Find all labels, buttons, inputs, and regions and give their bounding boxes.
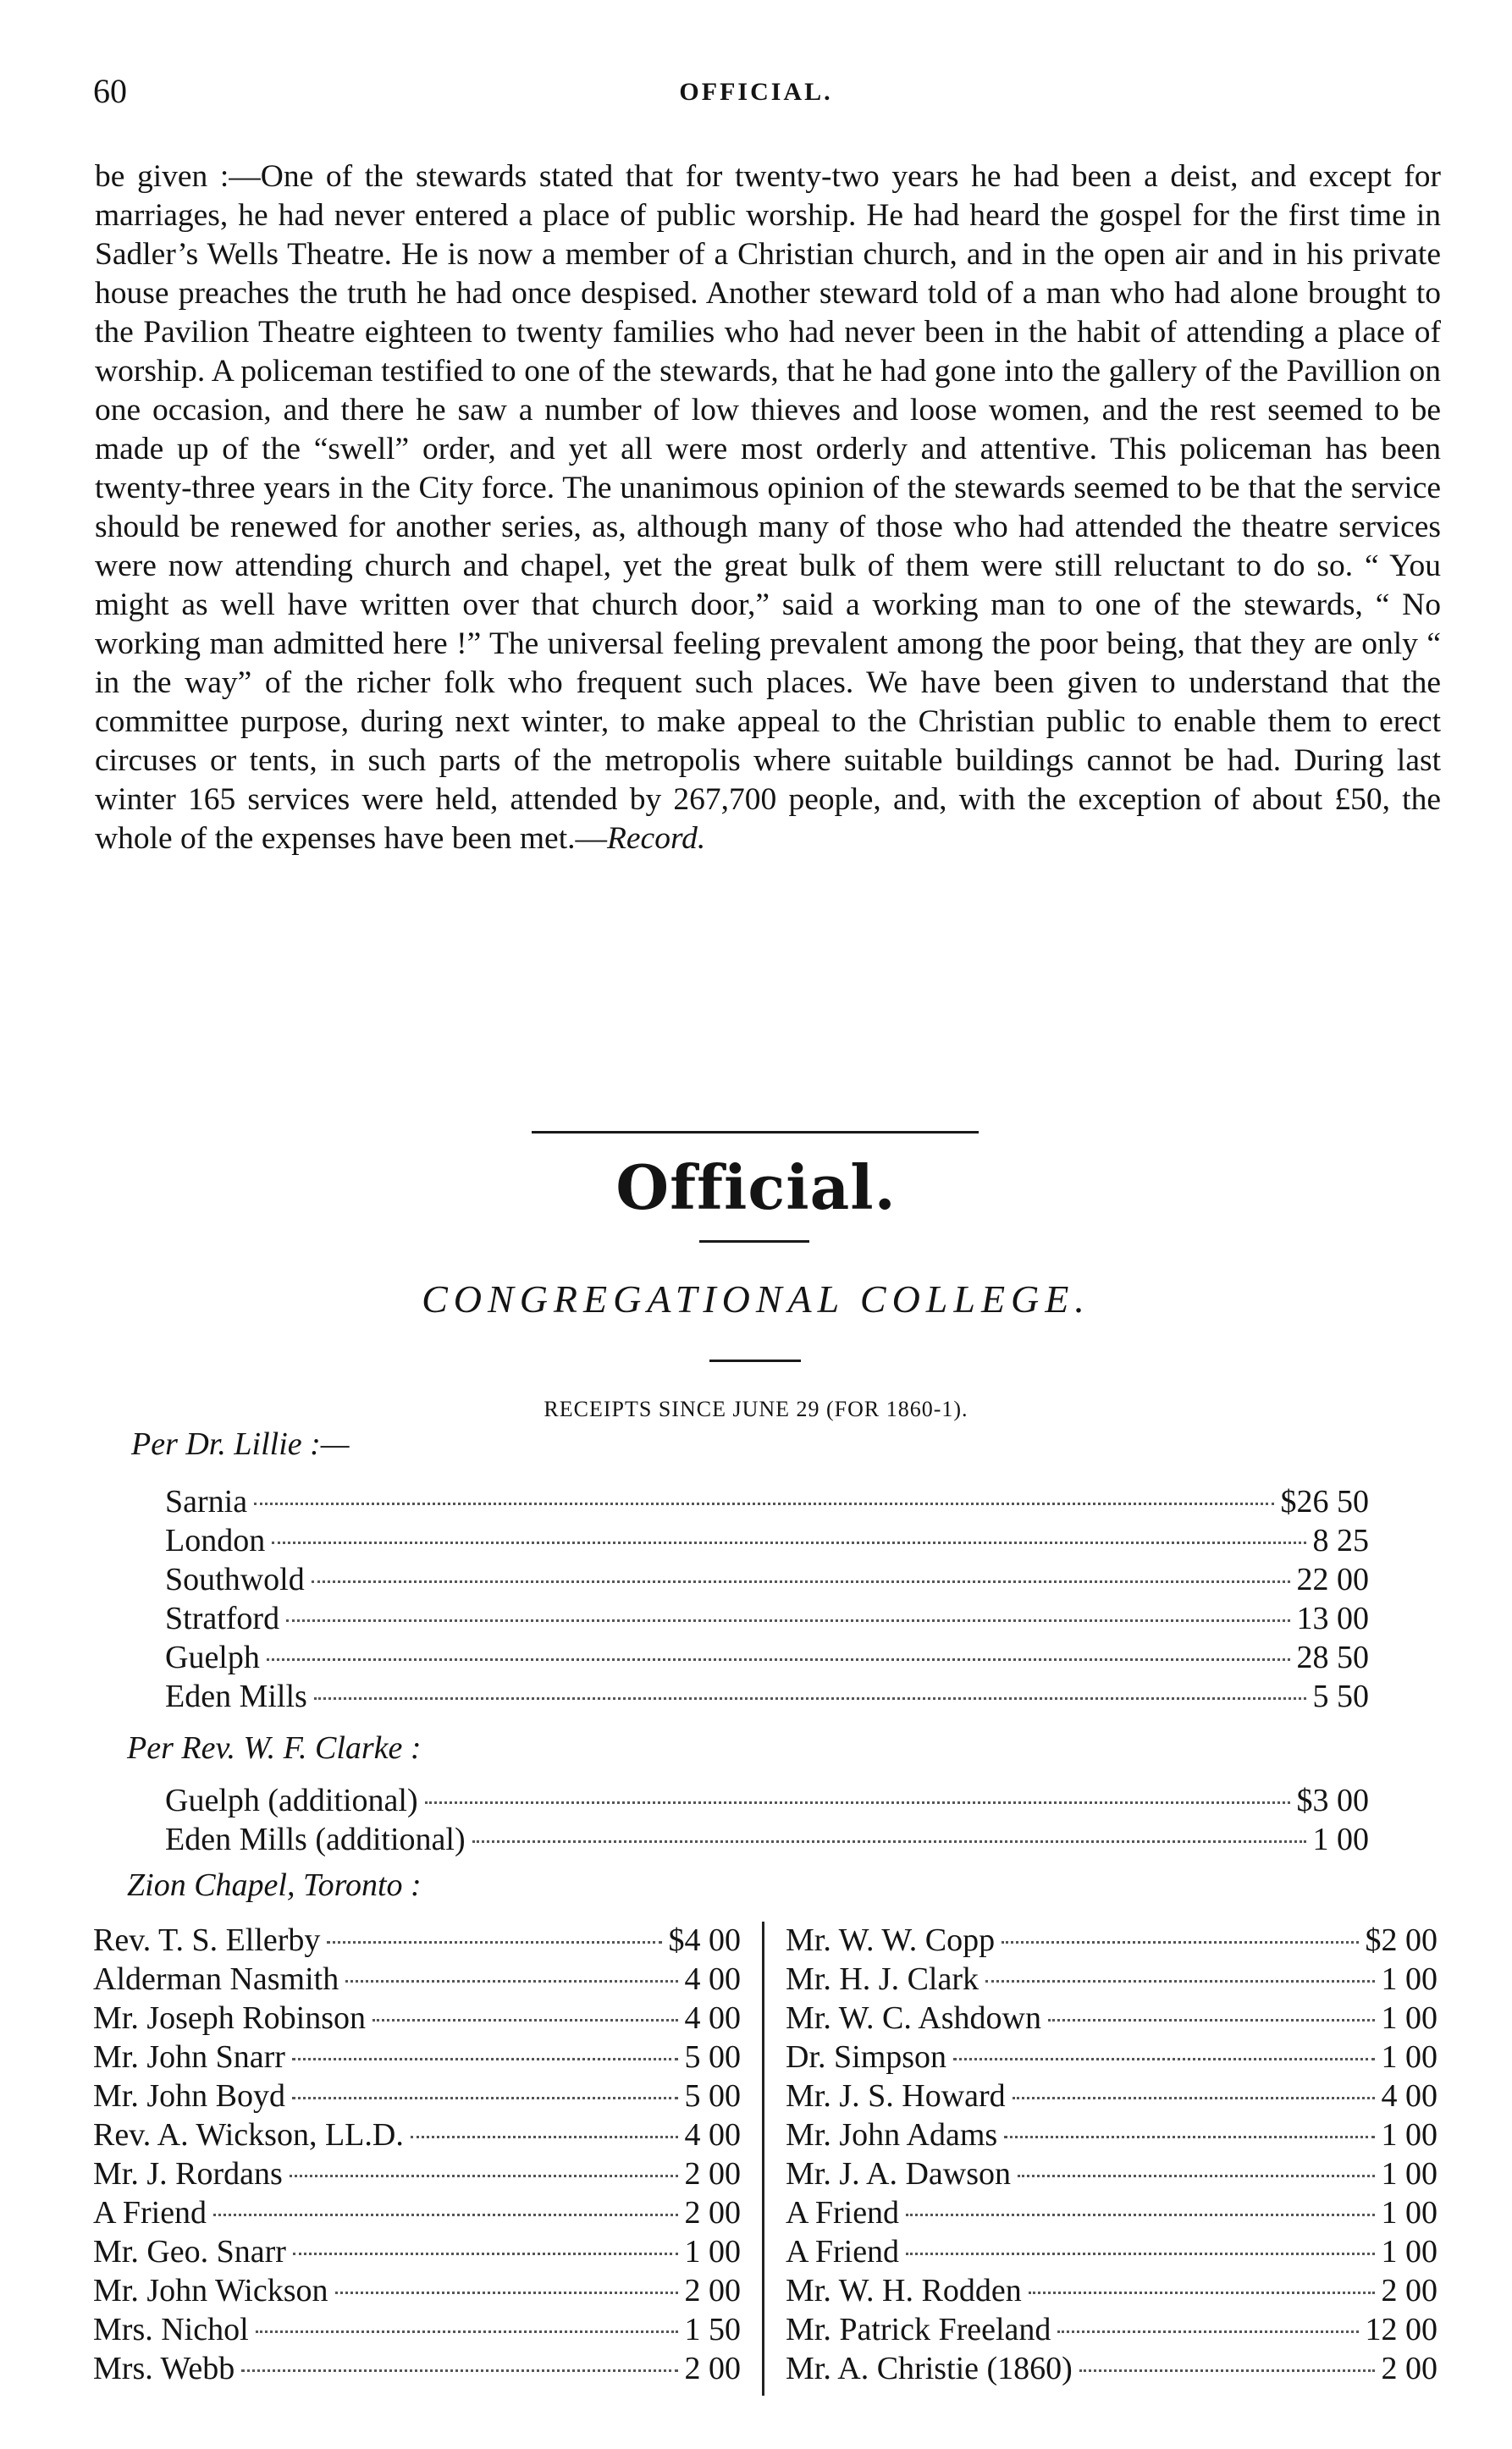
clarke-receipt-row	[165, 1821, 1369, 1858]
zion-receipt-left-amount: 2 00	[684, 2156, 741, 2192]
zion-receipt-left-amount: 2 00	[684, 2195, 741, 2231]
zion-receipt-left-row	[93, 2272, 741, 2309]
zion-receipt-left-amount: 5 00	[684, 2078, 741, 2114]
zion-receipt-left-amount: 5 00	[684, 2039, 741, 2075]
zion-receipt-right-amount: 12 00	[1365, 2312, 1438, 2347]
zion-receipt-left-row	[93, 2311, 741, 2348]
college-title: CONGREGATIONAL COLLEGE.	[422, 1277, 1090, 1321]
dot-leader	[256, 2330, 678, 2333]
zion-receipt-right-name: Dr. Simpson	[786, 2039, 947, 2075]
zion-receipt-left-row	[93, 1922, 741, 1959]
dot-leader	[1018, 2175, 1374, 2177]
dot-leader	[1002, 1941, 1358, 1944]
lillie-receipt-amount: 13 00	[1296, 1601, 1369, 1636]
zion-receipt-left-row	[93, 2350, 741, 2387]
zion-receipt-right-amount: 1 00	[1381, 2117, 1438, 2153]
zion-receipt-right-row	[786, 1961, 1438, 1998]
zion-receipt-right-amount: 2 00	[1381, 2351, 1438, 2386]
article-text: be given :—One of the stewards stated that for twenty-two years he had been a deist, and except for marriages, he had never entered a place of public worship. He had heard the gospel for the first time in Sadler’s Wells Theatre. He is now a member of a Christian church, and in the open air and in his private house preaches the truth he had once despised. Another steward told of a man who had alone brought to the Pavilion Theatre eighteen to twenty families who had never been in the habit of attending a place of worship. A policeman testified to one of the stewards, that he had gone into the gallery of the Pavillion on one occasion, and there he saw a number of low thieves and loose women, and the rest seemed to be made up of the “swell” order, and yet all were most orderly and attentive. This policeman has been twenty-three years in the City force. The unanimous opinion of the stewards seemed to be that the service should be renewed for another series, as, although many of those who had attended the theatre services were now attending church and chapel, yet the great bulk of them were still reluctant to do so. “ You might as well have written over that church door,” said a working man to one of the stewards, “ No working man admitted here !” The universal feeling prevalent among the poor being, that they are only “ in the way” of the richer folk who frequent such places. We have been given to understand that the committee purpose, during next winter, to make appeal to the Christian public to enable them to erect circuses or tents, in such parts of the metropolis where suitable buildings cannot be had. During last winter 165 services were held, attended by 267,700 people, and, with the exception of about £50, the whole of the expenses have been met.—	[95, 159, 1441, 856]
dot-leader	[985, 1980, 1375, 1983]
zion-receipt-left-name: Mr. John Wickson	[93, 2273, 328, 2308]
zion-receipt-left-name: Mrs. Nichol	[93, 2312, 249, 2347]
lillie-receipt-name: London	[165, 1523, 266, 1558]
zion-receipt-left-amount: 2 00	[684, 2273, 741, 2308]
lillie-receipt-amount: 5 50	[1312, 1679, 1369, 1714]
dot-leader	[1004, 2136, 1374, 2138]
zion-receipt-right-row	[786, 2038, 1438, 2076]
zion-receipt-right-row	[786, 2155, 1438, 2193]
clarke-receipt-row	[165, 1782, 1369, 1819]
lillie-receipt-amount: 28 50	[1296, 1640, 1369, 1675]
zion-receipt-right-amount: 1 00	[1381, 2156, 1438, 2192]
clarke-receipt-amount: 1 00	[1312, 1822, 1369, 1857]
zion-receipt-left-amount: $4 00	[668, 1922, 741, 1958]
lillie-receipt-row	[165, 1600, 1369, 1637]
dot-leader	[1013, 2097, 1375, 2099]
zion-receipt-right-row	[786, 2272, 1438, 2309]
dot-leader	[425, 1801, 1290, 1804]
zion-receipt-left-name: Rev. A. Wickson, LL.D.	[93, 2117, 404, 2153]
zion-receipt-right-name: Mr. J. S. Howard	[786, 2078, 1006, 2114]
zion-receipt-left-name: A Friend	[93, 2195, 207, 2231]
dot-leader	[292, 2097, 678, 2099]
zion-receipt-right-name: A Friend	[786, 2234, 900, 2270]
clarke-receipt-name: Guelph (additional)	[165, 1783, 418, 1818]
zion-receipt-right-name: Mr. W. C. Ashdown	[786, 2000, 1041, 2036]
lillie-receipt-row	[165, 1561, 1369, 1598]
clarke-receipt-amount: $3 00	[1296, 1783, 1369, 1818]
lillie-receipt-row	[165, 1678, 1369, 1715]
zion-receipt-left-amount: 1 00	[684, 2234, 741, 2270]
receipts-heading: RECEIPTS SINCE JUNE 29 (FOR 1860-1).	[544, 1397, 968, 1421]
lillie-receipt-row	[165, 1483, 1369, 1520]
zion-receipt-right-amount: $2 00	[1365, 1922, 1438, 1958]
running-title: OFFICIAL.	[679, 78, 833, 106]
dot-leader	[1079, 2369, 1375, 2372]
dot-leader	[314, 1697, 1306, 1700]
zion-receipt-left-name: Alderman Nasmith	[93, 1961, 339, 1997]
section-rule-bottom	[709, 1360, 801, 1362]
zion-receipt-right-row	[786, 1999, 1438, 2037]
dot-leader	[312, 1580, 1290, 1583]
lillie-receipt-amount: 22 00	[1296, 1562, 1369, 1597]
dot-leader	[1029, 2292, 1375, 2294]
zion-receipt-left-name: Mr. John Snarr	[93, 2039, 285, 2075]
section-rule-top	[532, 1131, 979, 1133]
dot-leader	[335, 2292, 678, 2294]
zion-receipt-left-name: Mr. J. Rordans	[93, 2156, 283, 2192]
lillie-receipt-name: Southwold	[165, 1562, 305, 1597]
zion-receipt-left-name: Mr. John Boyd	[93, 2078, 285, 2114]
zion-receipt-left-name: Mrs. Webb	[93, 2351, 235, 2386]
zion-receipt-right-amount: 4 00	[1381, 2078, 1438, 2114]
zion-receipt-left-row	[93, 1999, 741, 2037]
zion-receipt-right-name: A Friend	[786, 2195, 900, 2231]
dot-leader	[1048, 2019, 1375, 2022]
zion-receipt-left-row	[93, 2194, 741, 2231]
lillie-receipt-row	[165, 1522, 1369, 1559]
zion-receipt-right-name: Mr. J. A. Dawson	[786, 2156, 1012, 2192]
lillie-receipt-row	[165, 1639, 1369, 1676]
zion-receipt-left-row	[93, 2155, 741, 2193]
column-divider	[762, 1922, 764, 2396]
zion-receipt-left-amount: 4 00	[684, 2000, 741, 2036]
dot-leader	[286, 1619, 1289, 1622]
lillie-receipt-name: Eden Mills	[165, 1679, 307, 1714]
dot-leader	[372, 2019, 678, 2022]
zion-receipt-right-amount: 1 00	[1381, 2039, 1438, 2075]
zion-receipt-right-row	[786, 2077, 1438, 2115]
zion-receipt-right-name: Mr. Patrick Freeland	[786, 2312, 1051, 2347]
lillie-receipt-name: Guelph	[165, 1640, 260, 1675]
zion-receipt-left-name: Mr. Geo. Snarr	[93, 2234, 286, 2270]
zion-receipt-right-row	[786, 2116, 1438, 2154]
page-number: 60	[93, 72, 127, 110]
zion-receipt-left-row	[93, 2038, 741, 2076]
zion-receipt-right-name: Mr. John Adams	[786, 2117, 998, 2153]
dot-leader	[213, 2214, 677, 2216]
zion-receipt-left-amount: 4 00	[684, 2117, 741, 2153]
zion-receipt-right-row	[786, 1922, 1438, 1959]
dot-leader	[254, 1503, 1273, 1505]
zion-receipt-left-name: Rev. T. S. Ellerby	[93, 1922, 321, 1958]
zion-receipt-right-amount: 1 00	[1381, 2000, 1438, 2036]
article-source: Record.	[607, 821, 706, 856]
zion-receipt-left-amount: 4 00	[684, 1961, 741, 1997]
section-title: Official.	[615, 1151, 897, 1223]
zion-receipt-left-row	[93, 2077, 741, 2115]
zion-receipt-left-amount: 2 00	[684, 2351, 741, 2386]
group-label-lillie: Per Dr. Lillie :—	[131, 1426, 350, 1462]
zion-receipt-left-row	[93, 1961, 741, 1998]
zion-receipt-right-name: Mr. A. Christie (1860)	[786, 2351, 1073, 2386]
zion-receipt-right-amount: 1 00	[1381, 1961, 1438, 1997]
dot-leader	[327, 1941, 661, 1944]
dot-leader	[1057, 2330, 1358, 2333]
zion-receipt-right-amount: 2 00	[1381, 2273, 1438, 2308]
zion-receipt-right-row	[786, 2233, 1438, 2270]
dot-leader	[293, 2253, 678, 2255]
dot-leader	[241, 2369, 677, 2372]
dot-leader	[906, 2214, 1374, 2216]
zion-receipt-right-row	[786, 2311, 1438, 2348]
zion-receipt-right-name: Mr. W. H. Rodden	[786, 2273, 1022, 2308]
zion-receipt-right-name: Mr. W. W. Copp	[786, 1922, 996, 1958]
section-rule-middle	[699, 1240, 809, 1243]
dot-leader	[411, 2136, 678, 2138]
group-label-zion: Zion Chapel, Toronto :	[127, 1867, 422, 1903]
zion-receipt-right-name: Mr. H. J. Clark	[786, 1961, 979, 1997]
dot-leader	[267, 1658, 1290, 1661]
lillie-receipt-name: Sarnia	[165, 1484, 248, 1520]
dot-leader	[345, 1980, 677, 1983]
zion-receipt-left-row	[93, 2233, 741, 2270]
dot-leader	[292, 2058, 678, 2060]
clarke-receipt-name: Eden Mills (additional)	[165, 1822, 466, 1857]
zion-receipt-right-amount: 1 00	[1381, 2195, 1438, 2231]
dot-leader	[290, 2175, 678, 2177]
lillie-receipt-amount: $26 50	[1280, 1484, 1369, 1520]
page-header	[0, 0, 1512, 110]
group-label-clarke: Per Rev. W. F. Clarke :	[127, 1730, 422, 1766]
zion-receipt-right-row	[786, 2350, 1438, 2387]
dot-leader	[272, 1542, 1305, 1544]
zion-receipt-right-amount: 1 00	[1381, 2234, 1438, 2270]
zion-receipt-left-amount: 1 50	[684, 2312, 741, 2347]
article-paragraph	[95, 157, 1441, 858]
dot-leader	[906, 2253, 1374, 2255]
lillie-receipt-name: Stratford	[165, 1601, 280, 1636]
dot-leader	[953, 2058, 1374, 2060]
zion-receipt-right-row	[786, 2194, 1438, 2231]
lillie-receipt-amount: 8 25	[1312, 1523, 1369, 1558]
zion-receipt-left-row	[93, 2116, 741, 2154]
zion-receipt-left-name: Mr. Joseph Robinson	[93, 2000, 366, 2036]
dot-leader	[472, 1840, 1306, 1843]
